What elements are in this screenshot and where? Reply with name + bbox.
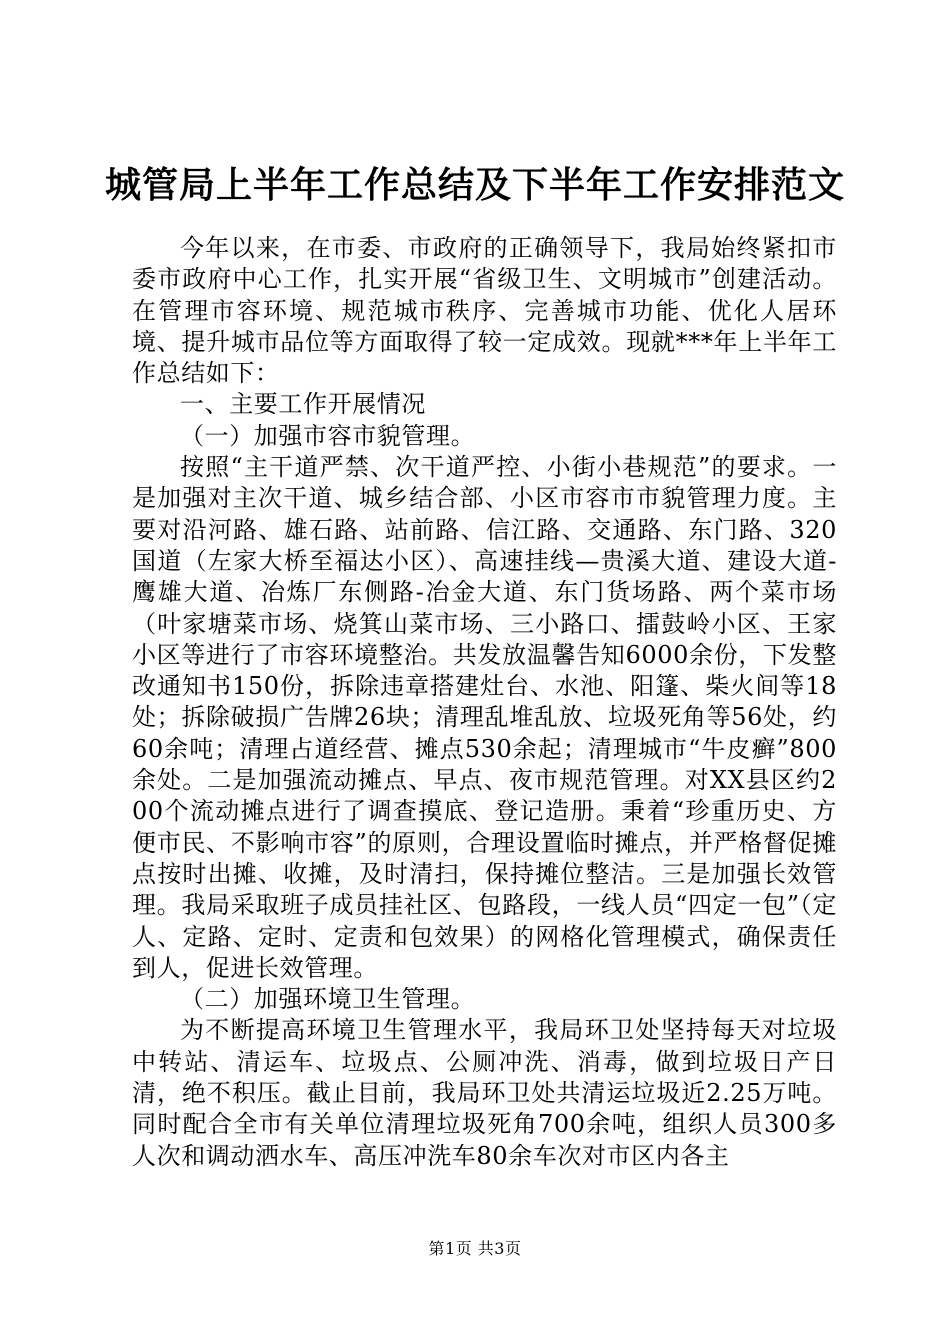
subheading-sanitation: （二）加强环境卫生管理。 <box>180 985 476 1014</box>
heading-main-work: 一、主要工作开展情况 <box>180 390 426 419</box>
document-body <box>132 233 837 1172</box>
paragraph-intro: 今年以来，在市委、市政府的正确领导下，我局始终紧扣市委市政府中心工作，扎实开展“省级卫生、文明城市”创建活动。在管理市容环境、规范城市秩序、完善城市功能、优化人居环境、提升城市品位等方面取得了较一定成效。现就***年上半年工作总结如下： <box>132 234 837 388</box>
paragraph-sanitation: 为不断提高环境卫生管理水平，我局环卫处坚持每天对垃圾中转站、清运车、垃圾点、公厕冲洗、消毒，做到垃圾日产日清，绝不积压。截止目前，我局环卫处共清运垃圾近2.25万吨。同时配合全市有关单位清理垃圾死角700余吨，组织人员300多人次和调动洒水车、高压冲洗车80余车次对市区内各主 <box>132 1016 837 1170</box>
paragraph-city-appearance: 按照“主干道严禁、次干道严控、小街小巷规范”的要求。一是加强对主次干道、城乡结合部、小区市容市市貌管理力度。主要对沿河路、雄石路、站前路、信江路、交通路、东门路、320国道（左家大桥至福达小区）、高速挂线—贵溪大道、建设大道-鹰雄大道、冶炼厂东侧路-冶金大道、东门货场路、两个菜市场（叶家塘菜市场、烧箕山菜市场、三小路口、擂鼓岭小区、王家小区等进行了市容环境整治。共发放温馨告知6000余份，下发整改通知书150份，拆除违章搭建灶台、水池、阳篷、柴火间等18处；拆除破损广告牌26块；清理乱堆乱放、垃圾死角等56处，约60余吨；清理占道经营、摊点530余起；清理城市“牛皮癣”800余处。二是加强流动摊点、早点、夜市规范管理。对XX县区约200个流动摊点进行了调查摸底、登记造册。秉着“珍重历史、方便市民、不影响市容”的原则，合理设置临时摊点，并严格督促摊点按时出摊、收摊，及时清扫，保持摊位整洁。三是加强长效管理。我局采取班子成员挂社区、包路段，一线人员“四定一包”（定人、定路、定时、定责和包效果）的网格化管理模式，确保责任到人，促进长效管理。 <box>132 453 837 982</box>
subheading-city-appearance: （一）加强市容市貌管理。 <box>180 421 476 450</box>
page-footer: 第1页 共3页 <box>428 1239 522 1258</box>
document-title: 城管局上半年工作总结及下半年工作安排范文 <box>104 164 845 206</box>
